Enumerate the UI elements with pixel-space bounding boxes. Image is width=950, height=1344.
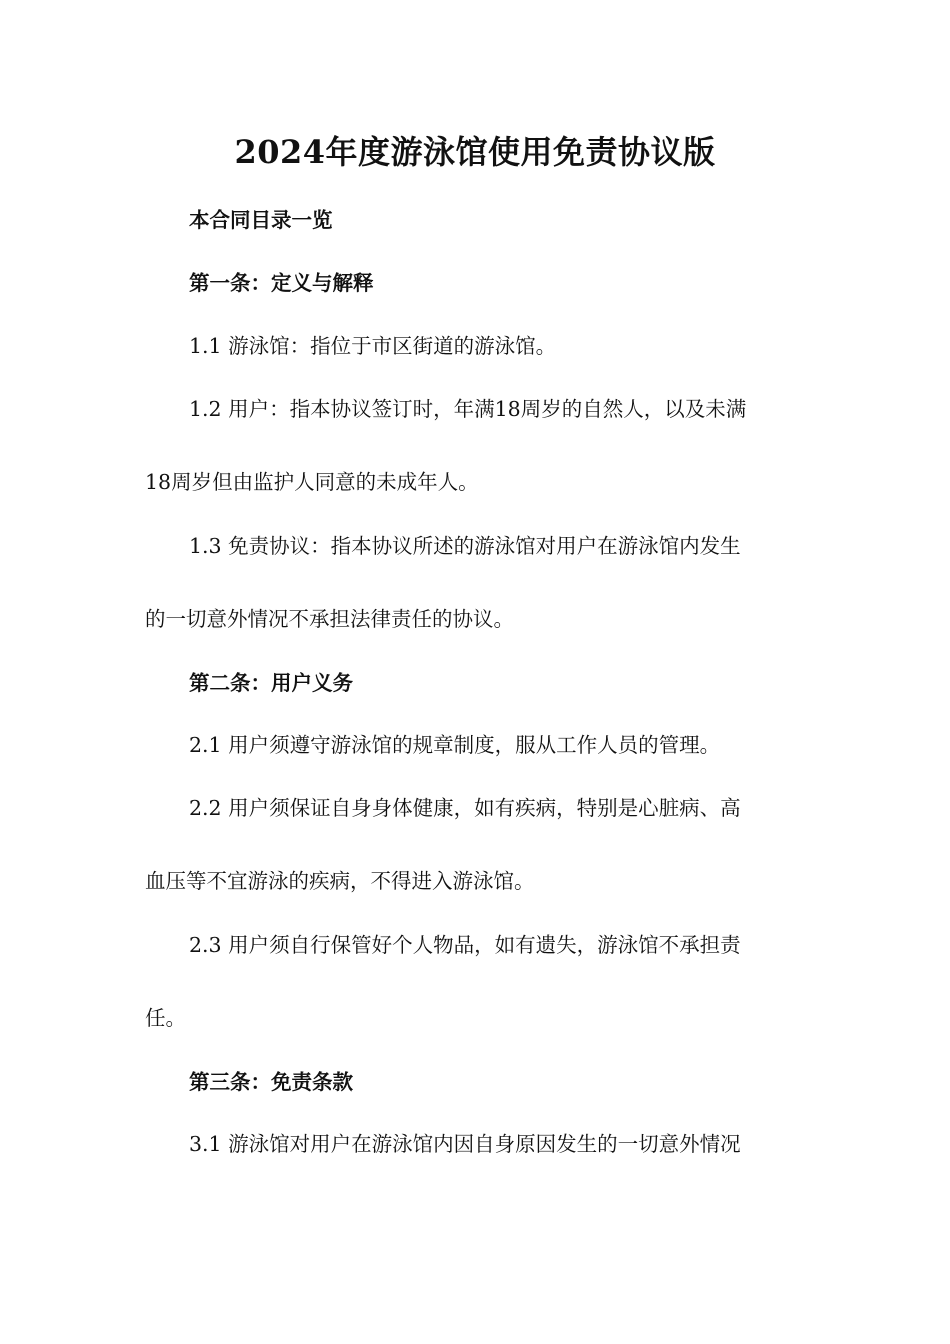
clause-1-3-line-2: 的一切意外情况不承担法律责任的协议。 xyxy=(145,607,514,631)
clause-1-1: 1.1 游泳馆：指位于市区街道的游泳馆。 xyxy=(189,334,557,358)
clause-1-2-line-2: 18周岁但由监护人同意的未成年人。 xyxy=(145,470,479,494)
article-2-heading: 第二条：用户义务 xyxy=(189,671,353,695)
article-3-heading: 第三条：免责条款 xyxy=(189,1070,353,1094)
clause-2-2-line-1: 2.2 用户须保证自身身体健康，如有疾病，特别是心脏病、高 xyxy=(189,796,741,820)
clause-2-1: 2.1 用户须遵守游泳馆的规章制度，服从工作人员的管理。 xyxy=(189,733,721,757)
clause-2-2-line-2: 血压等不宜游泳的疾病，不得进入游泳馆。 xyxy=(145,869,535,893)
clause-1-2-line-1: 1.2 用户：指本协议签订时，年满18周岁的自然人，以及未满 xyxy=(189,397,747,421)
article-1-heading: 第一条：定义与解释 xyxy=(189,271,374,295)
clause-1-3-line-1: 1.3 免责协议：指本协议所述的游泳馆对用户在游泳馆内发生 xyxy=(189,534,741,558)
document-title: 2024年度游泳馆使用免责协议版 xyxy=(234,133,716,171)
clause-2-3-line-2: 任。 xyxy=(145,1006,186,1030)
clause-2-3-line-1: 2.3 用户须自行保管好个人物品，如有遗失，游泳馆不承担责 xyxy=(189,933,741,957)
toc-heading: 本合同目录一览 xyxy=(189,208,333,232)
clause-3-1-line-1: 3.1 游泳馆对用户在游泳馆内因自身原因发生的一切意外情况 xyxy=(189,1132,741,1156)
